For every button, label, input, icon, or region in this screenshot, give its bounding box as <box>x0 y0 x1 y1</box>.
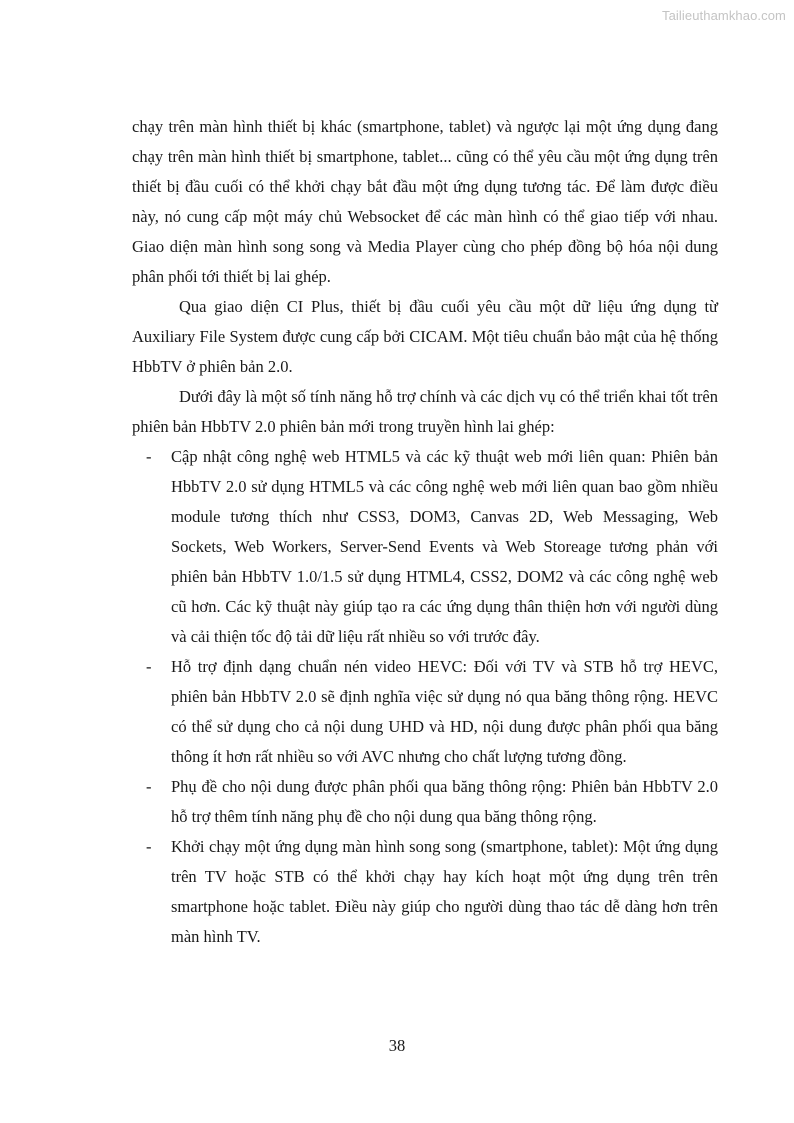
list-item-text: Cập nhật công nghệ web HTML5 và các kỹ thuật web mới liên quan: Phiên bản HbbTV 2.0 sử dụng HTML5 và các công nghệ web mới liên quan bao gồm nhiều module tương thích như CSS3, DOM3, Canvas 2D, Web Messaging, Web Sockets, Web Workers, Server-Send Events và Web Storeage tương phản với phiên bản HbbTV 1.0/1.5 sử dụng HTML4, CSS2, DOM2 và các công nghệ web cũ hơn. Các kỹ thuật này giúp tạo ra các ứng dụng thân thiện hơn với người dùng và cải thiện tốc độ tải dữ liệu rất nhiều so với trước đây. <box>171 447 718 646</box>
list-item <box>132 652 718 772</box>
feature-list <box>132 442 718 952</box>
list-item <box>132 832 718 952</box>
watermark-text: Tailieuthamkhao.com <box>661 8 786 23</box>
list-item <box>132 772 718 832</box>
page-number: 38 <box>388 1036 406 1055</box>
bullet-dash: - <box>146 837 152 856</box>
list-item-text: Khởi chạy một ứng dụng màn hình song song (smartphone, tablet): Một ứng dụng trên TV hoặc STB có thể khởi chạy hay kích hoạt một ứng dụng trên trên smartphone hoặc tablet. Điều này giúp cho người dùng thao tác dễ dàng hơn trên màn hình TV. <box>171 837 718 946</box>
bullet-dash: - <box>146 657 152 676</box>
bullet-dash: - <box>146 777 152 796</box>
paragraph-continuation: chạy trên màn hình thiết bị khác (smartphone, tablet) và ngược lại một ứng dụng đang chạy trên màn hình thiết bị smartphone, tablet... cũng có thể yêu cầu một ứng dụng trên thiết bị đầu cuối có thể khởi chạy bắt đầu một ứng dụng tương tác. Để làm được điều này, nó cung cấp một máy chủ Websocket để các màn hình có thể giao tiếp với nhau. Giao diện màn hình song song và Media Player cùng cho phép đồng bộ hóa nội dung phân phối tới thiết bị lai ghép. <box>132 117 718 286</box>
bullet-dash: - <box>146 447 152 466</box>
paragraph-ci-plus: Qua giao diện CI Plus, thiết bị đầu cuối yêu cầu một dữ liệu ứng dụng từ Auxiliary File System được cung cấp bởi CICAM. Một tiêu chuẩn bảo mật của hệ thống HbbTV ở phiên bản 2.0. <box>132 297 718 376</box>
paragraph-features-intro: Dưới đây là một số tính năng hỗ trợ chính và các dịch vụ có thể triển khai tốt trên phiên bản HbbTV 2.0 phiên bản mới trong truyền hình lai ghép: <box>132 387 718 436</box>
list-item-text: Phụ đề cho nội dung được phân phối qua băng thông rộng: Phiên bản HbbTV 2.0 hỗ trợ thêm tính năng phụ đề cho nội dung qua băng thông rộng. <box>171 777 718 826</box>
list-item-text: Hỗ trợ định dạng chuẩn nén video HEVC: Đối với TV và STB hỗ trợ HEVC, phiên bản HbbTV 2.0 sẽ định nghĩa việc sử dụng nó qua băng thông rộng. HEVC có thể sử dụng cho cả nội dung UHD và HD, nội dung được phân phối qua băng thông ít hơn rất nhiều so với AVC nhưng cho chất lượng tương đồng. <box>171 657 718 766</box>
list-item <box>132 442 718 652</box>
page-content <box>132 112 718 952</box>
